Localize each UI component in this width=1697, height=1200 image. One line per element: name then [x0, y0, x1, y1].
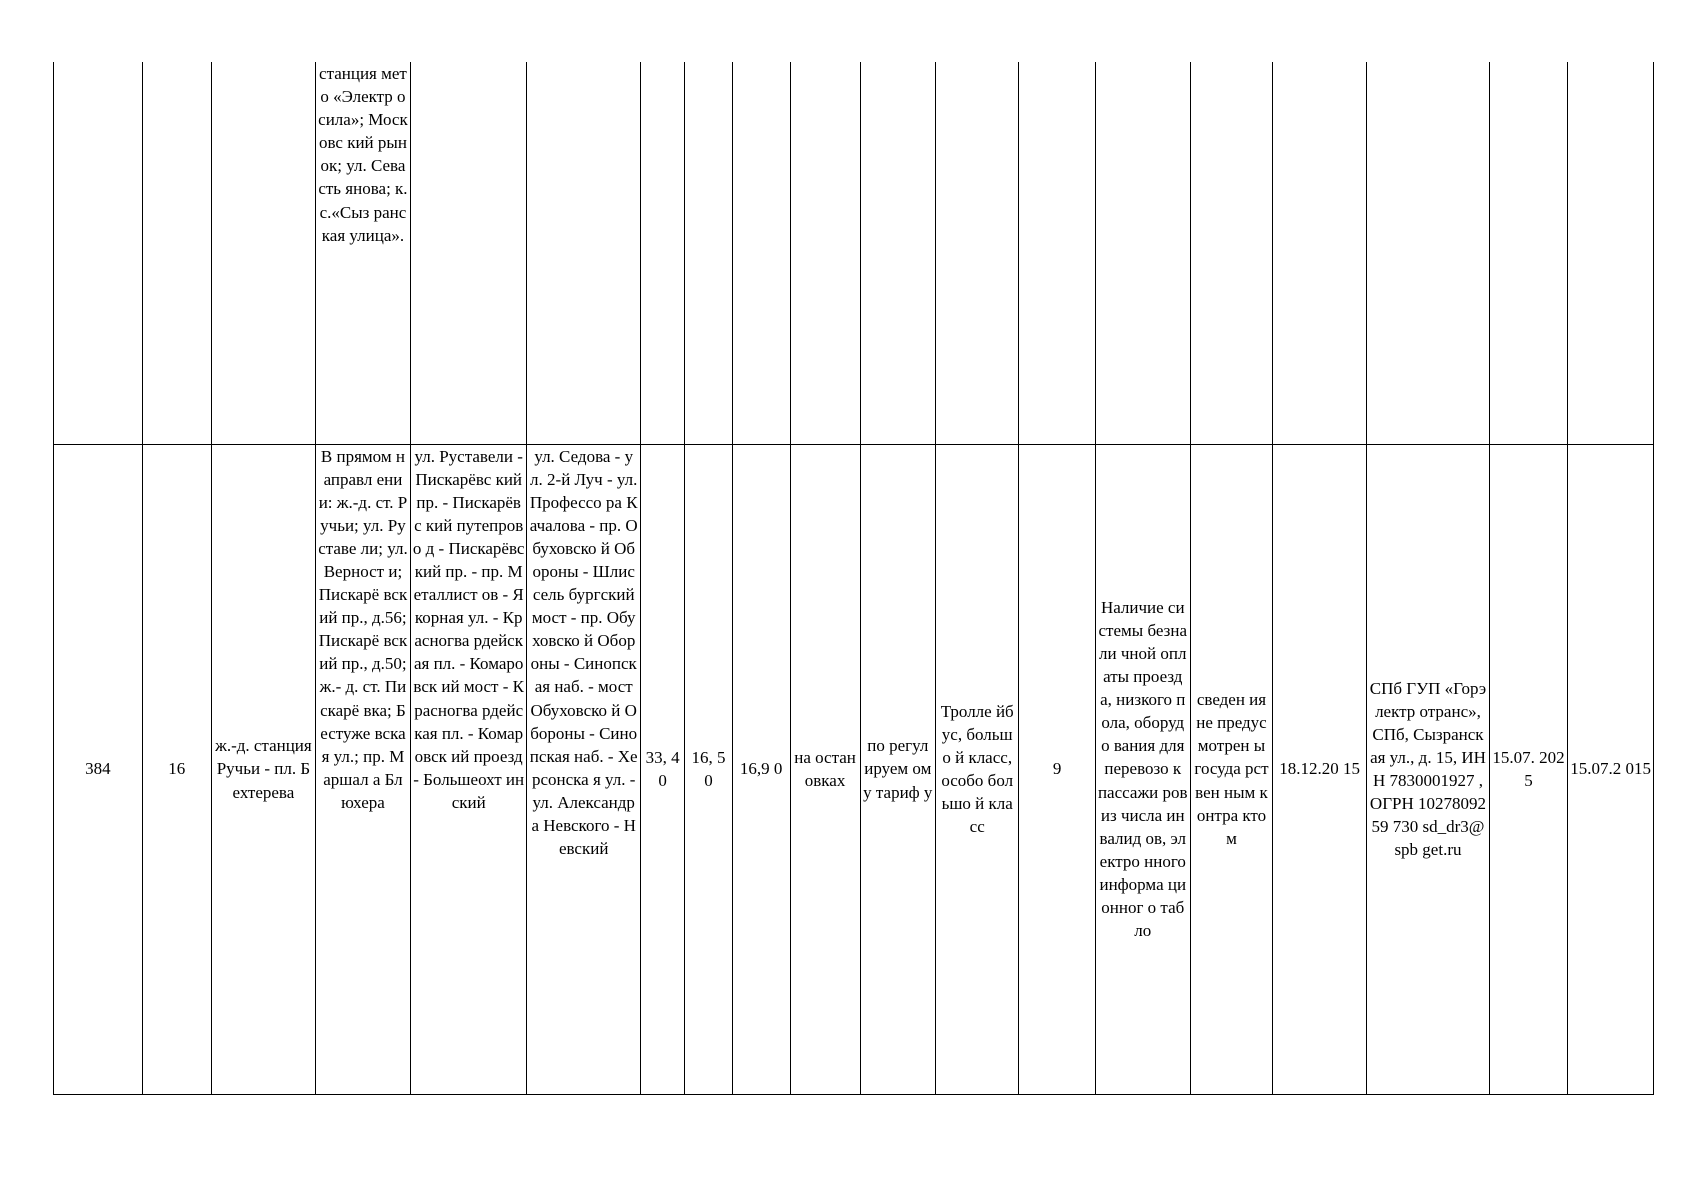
- cell-vehicle-features: [1095, 62, 1190, 444]
- cell-length-backward: 16,9 0: [732, 444, 790, 1094]
- cell-length-backward: [732, 62, 790, 444]
- cell-registration-date: 15.07.2 015: [1568, 444, 1654, 1094]
- cell-vehicle-count: 9: [1019, 444, 1095, 1094]
- cell-length-total: [640, 62, 684, 444]
- cell-streets-backward: ул. Седова - ул. 2-й Луч - ул. Профессо ра Качалова - пр. Обуховско й Обороны - Шлиссель бургский мост - пр. Обуховско й Обороны - Синопская наб. - мост Обуховско й Обороны - Синопская наб. - Херсонска я ул. - ул. Александр а Невского - Невский: [527, 444, 640, 1094]
- cell-vehicle-type: [935, 62, 1019, 444]
- cell-vehicle-features: Наличие системы безнали чной оплаты проезда, низкого пола, оборудо вания для перевозо к пассажи ров из числа инвалид ов, электро нного информа ционног о табло: [1095, 444, 1190, 1094]
- cell-vehicle-count: [1019, 62, 1095, 444]
- cell-reg-number: [54, 62, 143, 444]
- cell-route-number: [142, 62, 211, 444]
- cell-stops: В прямом направл ении: ж.-д. ст. Ручьи; ул. Руставе ли; ул. Верност и; Пискарё вский пр., д.56; Пискарё вский пр., д.50; ж.- д. ст. Пискарё вка; Бестуже вская ул.; пр. Маршал а Блюхера: [316, 444, 411, 1094]
- table-row-continuation: [54, 62, 1654, 444]
- cell-tariff: [860, 62, 935, 444]
- cell-streets-forward: [410, 62, 527, 444]
- cell-carrier: СПб ГУП «Горэлектр отранс», СПб, Сызранская ул., д. 15, ИНН 7830001927 , ОГРН 1027809259 730 sd_dr3@spb get.ru: [1367, 444, 1490, 1094]
- cell-start-date: 18.12.20 15: [1273, 444, 1367, 1094]
- cell-change-date: 15.07. 2025: [1489, 444, 1567, 1094]
- cell-boarding-order: на остан овках: [790, 444, 860, 1094]
- cell-start-date: [1273, 62, 1367, 444]
- cell-contract-info: сведен ия не предус мотрен ы госуда рствен ным контра ктом: [1190, 444, 1273, 1094]
- cell-change-date: [1489, 62, 1567, 444]
- cell-length-forward: [685, 62, 732, 444]
- cell-tariff: по регул ируем ому тариф у: [860, 444, 935, 1094]
- cell-route-name: [211, 62, 315, 444]
- cell-streets-backward: [527, 62, 640, 444]
- cell-streets-forward: ул. Руставели - Пискарёвс кий пр. - Пискарёвс кий путепрово д - Пискарёвс кий пр. - пр. Металлист ов - Якорная ул. - Красногва рдейская пл. - Комаровск ий мост - Красногва рдейская пл. - Комаровск ий проезд - Большеохт инский: [410, 444, 527, 1094]
- cell-route-name: ж.-д. станция Ручьи - пл. Бехтерева: [211, 444, 315, 1094]
- cell-vehicle-type: Тролле йбус, большо й класс, особо большо й класс: [935, 444, 1019, 1094]
- cell-route-number: 16: [142, 444, 211, 1094]
- route-registry-table: [53, 62, 1654, 1095]
- cell-stops: станция мето «Электр осила»; Московс кий рынок; ул. Севасть янова; к.с.«Сыз ранская улица».: [316, 62, 411, 444]
- table-row-route-16: [54, 444, 1654, 1094]
- cell-boarding-order: [790, 62, 860, 444]
- cell-carrier: [1367, 62, 1490, 444]
- cell-reg-number: 384: [54, 444, 143, 1094]
- cell-length-forward: 16, 50: [685, 444, 732, 1094]
- cell-contract-info: [1190, 62, 1273, 444]
- cell-registration-date: [1568, 62, 1654, 444]
- cell-length-total: 33, 40: [640, 444, 684, 1094]
